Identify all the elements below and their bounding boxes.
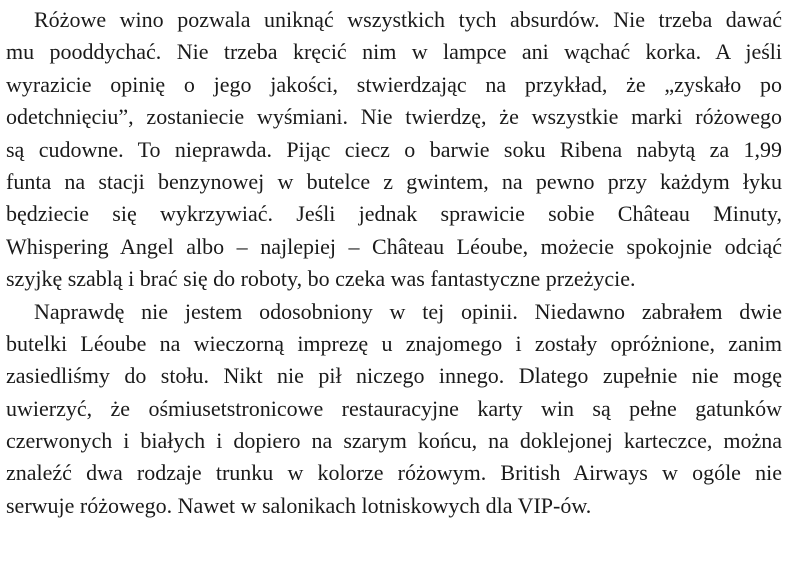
text-line: Whispering Angel albo – najlepiej – Château Léoube, możecie spokojnie odciąć [6,233,782,259]
text-line: uwierzyć, że ośmiusetstronicowe restauracyjne karty win są pełne gatunków [6,395,782,421]
text-line: wyrazicie opinię o jego jakości, stwierdzając na przykład, że „zyskało po [6,71,782,97]
text-line: są cudowne. To nieprawda. Pijąc ciecz o barwie soku Ribena nabytą za 1,99 [6,136,782,162]
text-line: zasiedliśmy do stołu. Nikt nie pił niczego innego. Dlatego zupełnie nie mogę [6,363,782,389]
text-line: odetchnięciu”, zostaniecie wyśmiani. Nie twierdzę, że wszystkie marki różowego [6,104,782,130]
paragraph-2 [6,296,782,523]
text-line: serwuje różowego. Nawet w salonikach lotniskowych dla VIP-ów. [6,492,592,518]
text-line: butelki Léoube na wieczorną imprezę u znajomego i zostały opróżnione, zanim [6,330,782,356]
text-line: znaleźć dwa rodzaje trunku w kolorze różowym. British Airways w ogóle nie [6,460,782,486]
text-line: szyjkę szablą i brać się do roboty, bo czeka was fantastyczne przeżycie. [6,266,636,292]
text-line: będziecie się wykrzywiać. Jeśli jednak sprawicie sobie Château Minuty, [6,201,782,227]
text-line: Naprawdę nie jestem odosobniony w tej opinii. Niedawno zabrałem dwie [34,298,782,324]
document-page [6,4,782,522]
text-line: Różowe wino pozwala uniknąć wszystkich tych absurdów. Nie trzeba dawać [34,7,782,32]
text-line: mu pooddychać. Nie trzeba kręcić nim w lampce ani wąchać korka. A jeśli [6,39,782,65]
paragraph-1 [6,4,782,296]
text-line: funta na stacji benzynowej w butelce z gwintem, na pewno przy każdym łyku [6,168,782,194]
text-line: czerwonych i białych i dopiero na szarym końcu, na doklejonej karteczce, można [6,428,782,454]
